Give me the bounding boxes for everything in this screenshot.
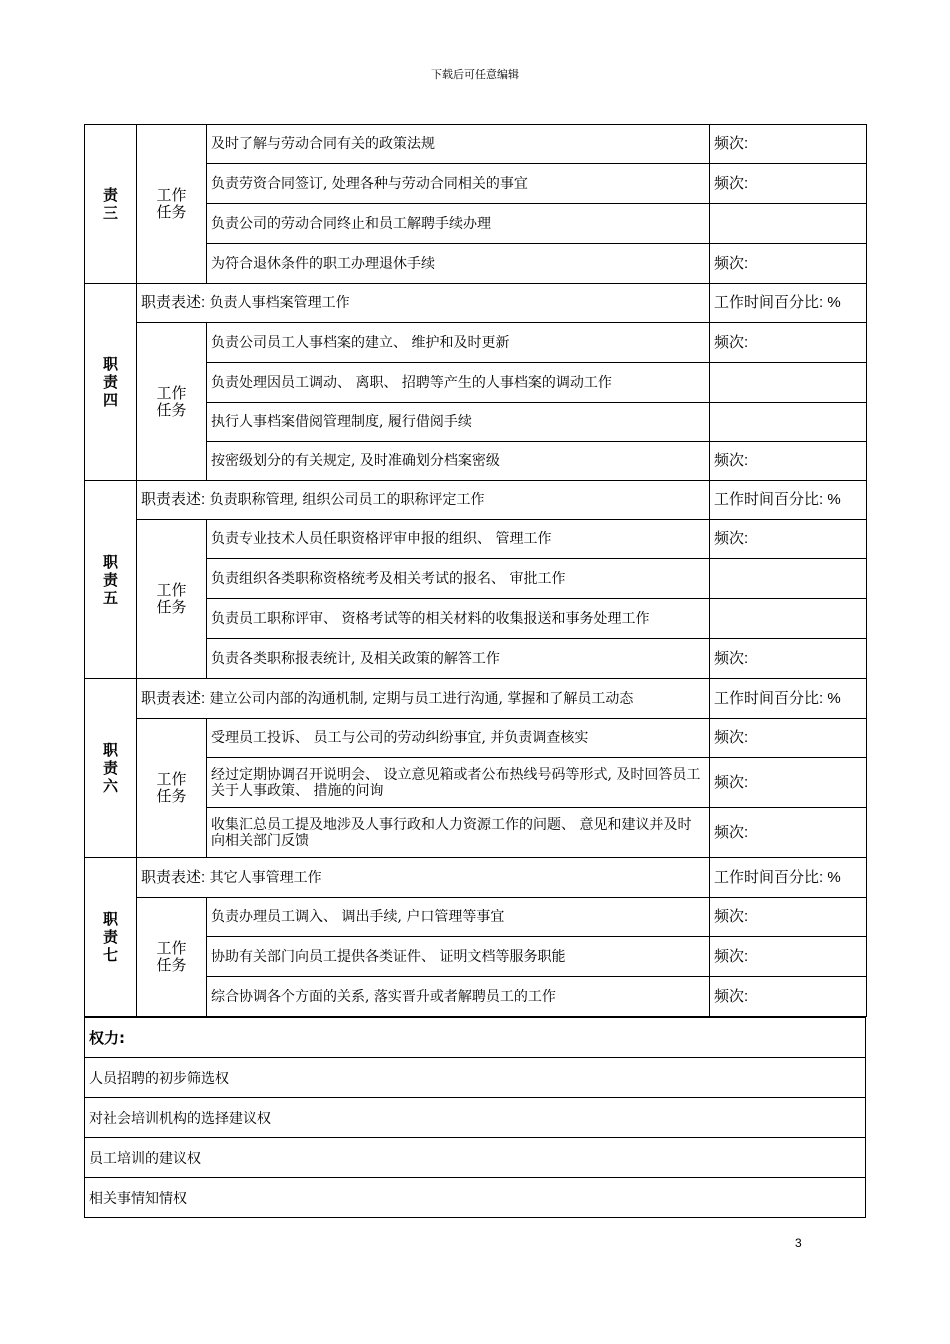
description-label: 职责表述: bbox=[141, 868, 206, 886]
frequency-cell: 频次: bbox=[710, 164, 867, 204]
frequency-cell bbox=[710, 403, 867, 442]
task-text: 负责专业技术人员任职资格评审申报的组织、 管理工作 bbox=[207, 520, 710, 559]
description-label: 职责表述: bbox=[141, 689, 206, 707]
task-text: 协助有关部门向员工提供各类证件、 证明文档等服务职能 bbox=[207, 937, 710, 977]
task-label: 工作 任务 bbox=[137, 898, 207, 1017]
task-text: 负责劳资合同签订, 处理各种与劳动合同相关的事宜 bbox=[207, 164, 710, 204]
page-header: 下载后可任意编辑 bbox=[431, 68, 519, 81]
description-text: 负责职称管理, 组织公司员工的职称评定工作 bbox=[209, 492, 485, 508]
task-text: 及时了解与劳动合同有关的政策法规 bbox=[207, 125, 710, 164]
duty-description bbox=[137, 284, 710, 323]
duty-table bbox=[84, 124, 867, 1017]
frequency-cell: 频次: bbox=[710, 520, 867, 559]
page-number: 3 bbox=[795, 1236, 802, 1250]
power-title: 权力: bbox=[85, 1017, 866, 1058]
description-text: 其它人事管理工作 bbox=[209, 869, 322, 886]
power-table bbox=[84, 1016, 866, 1218]
frequency-cell: 频次: bbox=[710, 442, 867, 481]
power-item: 人员招聘的初步筛选权 bbox=[85, 1058, 866, 1098]
task-text: 综合协调各个方面的关系, 落实晋升或者解聘员工的工作 bbox=[207, 977, 710, 1017]
task-text: 按密级划分的有关规定, 及时准确划分档案密级 bbox=[207, 442, 710, 481]
task-text: 为符合退休条件的职工办理退休手续 bbox=[207, 244, 710, 284]
task-label: 工作 任务 bbox=[137, 719, 207, 858]
duty-name: 职 责 七 bbox=[85, 858, 137, 1017]
frequency-cell: 频次: bbox=[710, 937, 867, 977]
frequency-cell: 频次: bbox=[710, 977, 867, 1017]
time-percent-cell: 工作时间百分比: % bbox=[710, 481, 867, 520]
frequency-cell bbox=[710, 363, 867, 403]
frequency-cell bbox=[710, 599, 867, 639]
frequency-cell: 频次: bbox=[710, 808, 867, 858]
duty-description bbox=[137, 481, 710, 520]
time-percent-cell: 工作时间百分比: % bbox=[710, 679, 867, 719]
duty-name: 责 三 bbox=[85, 125, 137, 284]
task-label: 工作 任务 bbox=[137, 323, 207, 481]
power-item: 对社会培训机构的选择建议权 bbox=[85, 1098, 866, 1138]
duty-description bbox=[137, 679, 710, 719]
task-text: 负责各类职称报表统计, 及相关政策的解答工作 bbox=[207, 639, 710, 679]
frequency-cell bbox=[710, 559, 867, 599]
task-text: 负责公司的劳动合同终止和员工解聘手续办理 bbox=[207, 204, 710, 244]
duty-description bbox=[137, 858, 710, 898]
task-text: 受理员工投诉、 员工与公司的劳动纠纷事宜, 并负责调查核实 bbox=[207, 719, 710, 758]
time-percent-cell: 工作时间百分比: % bbox=[710, 284, 867, 323]
power-item: 相关事情知情权 bbox=[85, 1178, 866, 1218]
task-text: 经过定期协调召开说明会、 设立意见箱或者公布热线号码等形式, 及时回答员工关于人事政策、 措施的问询 bbox=[207, 758, 710, 808]
frequency-cell: 频次: bbox=[710, 898, 867, 937]
task-label: 工作 任务 bbox=[137, 520, 207, 679]
description-text: 建立公司内部的沟通机制, 定期与员工进行沟通, 掌握和了解员工动态 bbox=[209, 690, 634, 707]
frequency-cell: 频次: bbox=[710, 323, 867, 363]
description-label: 职责表述: bbox=[141, 491, 206, 508]
task-text: 负责员工职称评审、 资格考试等的相关材料的收集报送和事务处理工作 bbox=[207, 599, 710, 639]
task-text: 负责办理员工调入、 调出手续, 户口管理等事宜 bbox=[207, 898, 710, 937]
frequency-cell: 频次: bbox=[710, 244, 867, 284]
time-percent-cell: 工作时间百分比: % bbox=[710, 858, 867, 898]
frequency-cell: 频次: bbox=[710, 719, 867, 758]
description-text: 负责人事档案管理工作 bbox=[209, 295, 350, 311]
task-label: 工作 任务 bbox=[137, 125, 207, 284]
power-item: 员工培训的建议权 bbox=[85, 1138, 866, 1178]
task-text: 负责公司员工人事档案的建立、 维护和及时更新 bbox=[207, 323, 710, 363]
duty-name: 职 责 五 bbox=[85, 481, 137, 679]
duty-name: 职 责 六 bbox=[85, 679, 137, 858]
task-text: 收集汇总员工提及地涉及人事行政和人力资源工作的问题、 意见和建议并及时向相关部门反馈 bbox=[207, 808, 710, 858]
frequency-cell: 频次: bbox=[710, 639, 867, 679]
task-text: 负责处理因员工调动、 离职、 招聘等产生的人事档案的调动工作 bbox=[207, 363, 710, 403]
frequency-cell bbox=[710, 204, 867, 244]
frequency-cell: 频次: bbox=[710, 758, 867, 808]
task-text: 执行人事档案借阅管理制度, 履行借阅手续 bbox=[207, 403, 710, 442]
duty-name: 职 责 四 bbox=[85, 284, 137, 481]
task-text: 负责组织各类职称资格统考及相关考试的报名、 审批工作 bbox=[207, 559, 710, 599]
description-label: 职责表述: bbox=[141, 294, 206, 311]
frequency-cell: 频次: bbox=[710, 125, 867, 164]
